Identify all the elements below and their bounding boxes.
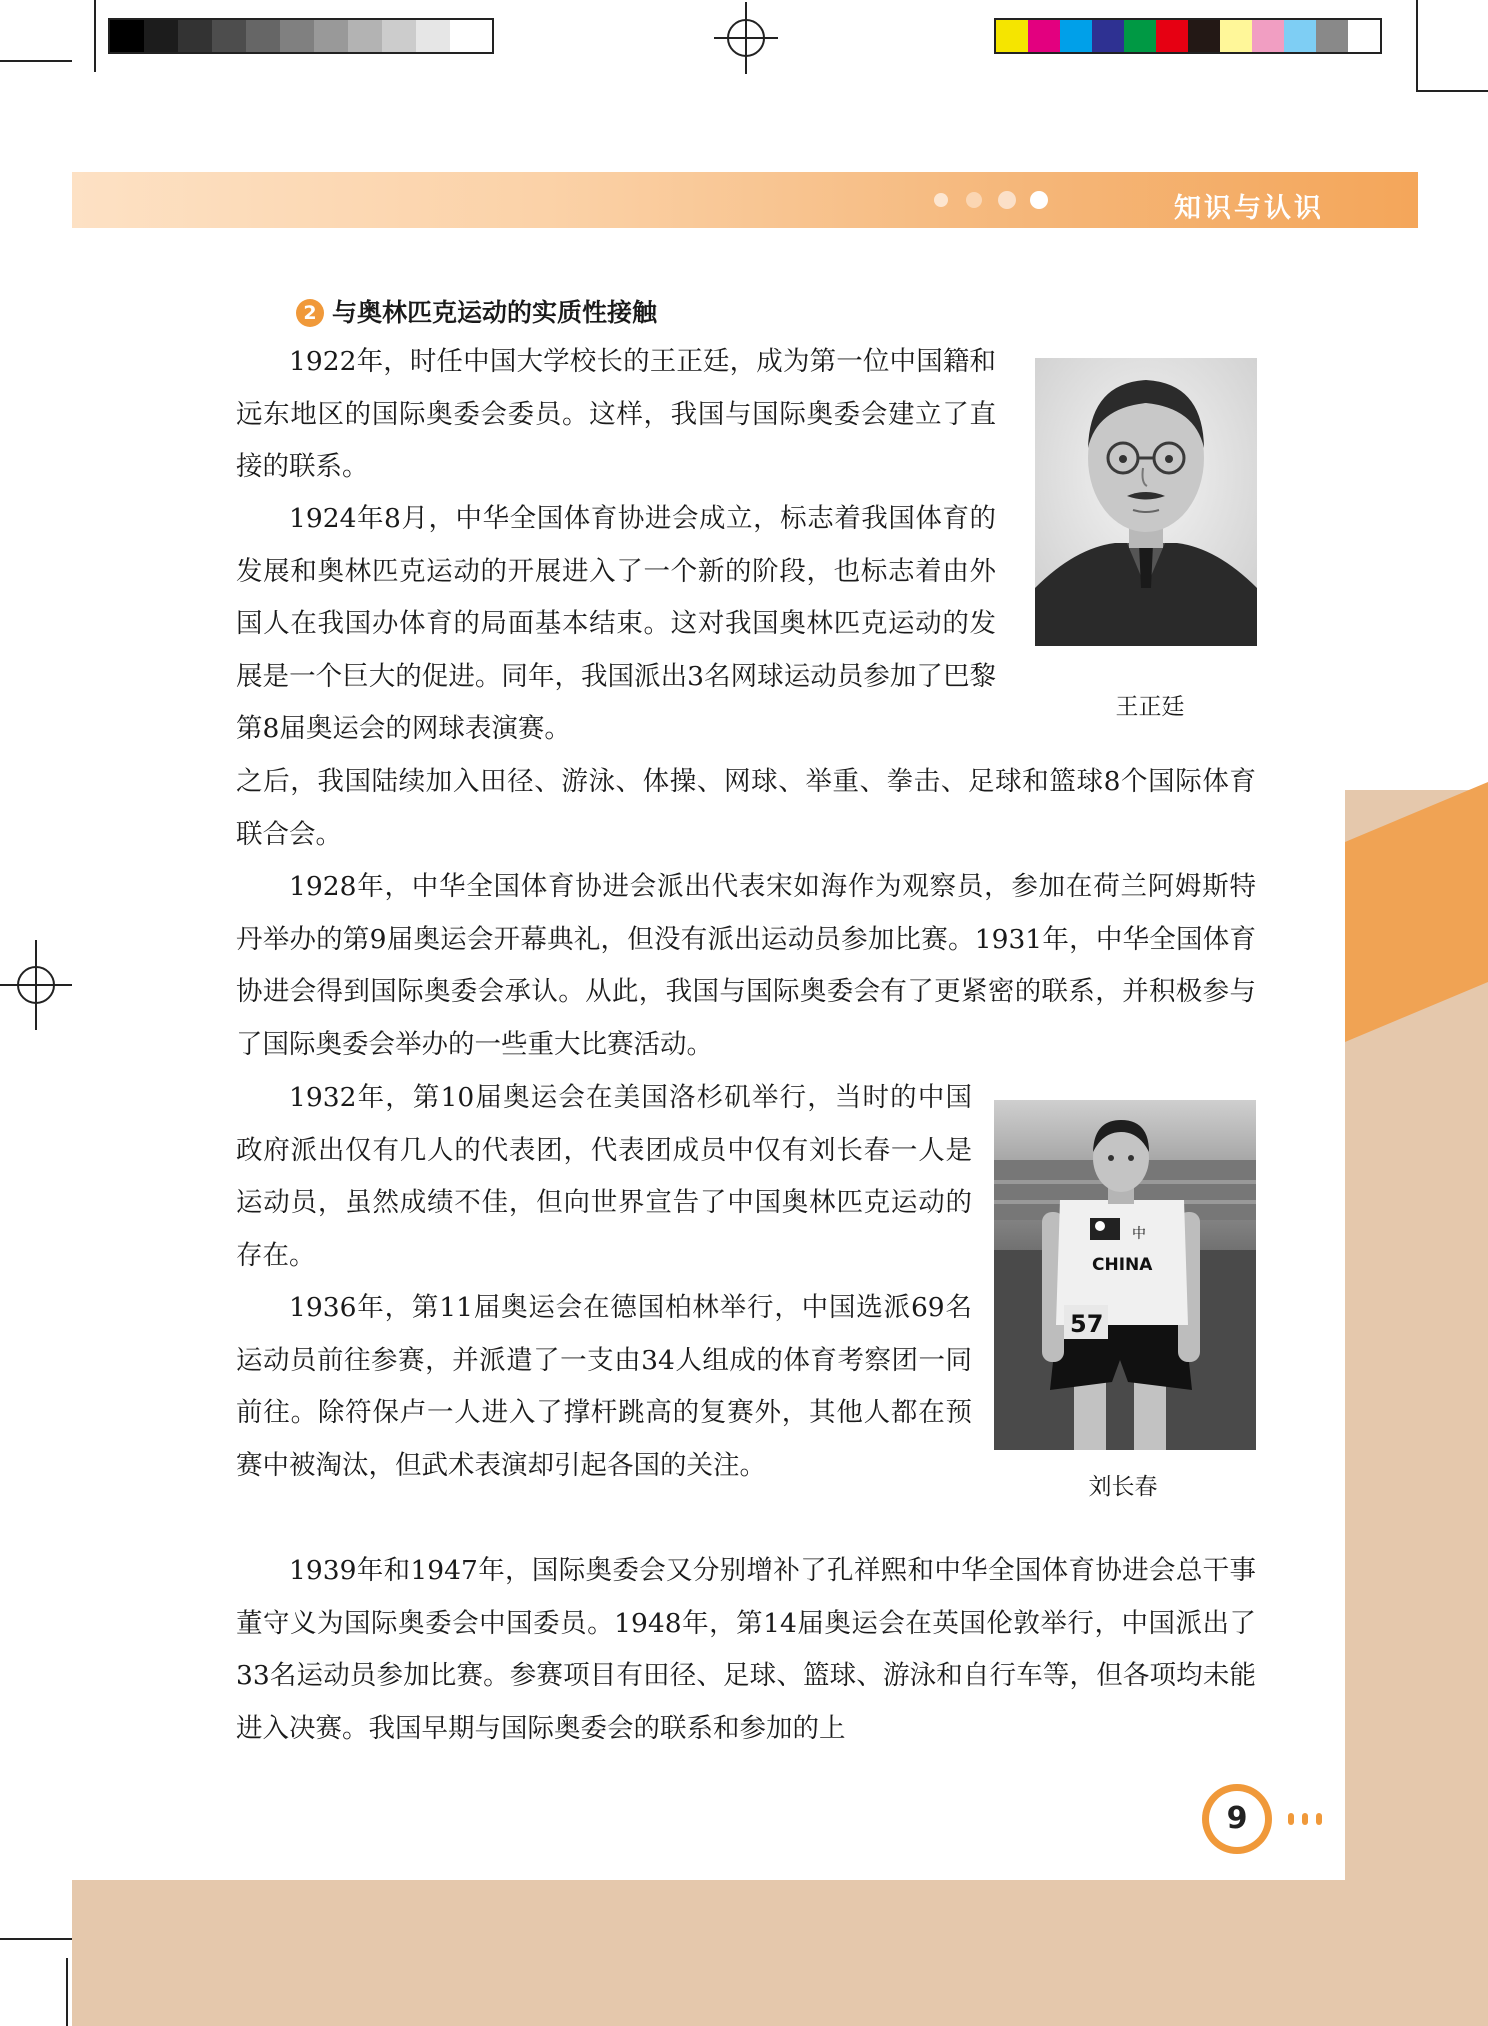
paragraph-1928: 1928年，中华全国体育协进会派出代表宋如海作为观察员，参加在荷兰阿姆斯特丹举办的第9届奥运会开幕典礼，但没有派出运动员参加比赛。1931年，中华全国体育协进会得到国际奥委会承认。从此，我国与国际奥委会有了更紧密的联系，并积极参与了国际奥委会举办的一些重大比赛活动。 — [236, 871, 1256, 1060]
section-heading — [296, 296, 657, 330]
paragraph-1924: 1924年8月，中华全国体育协进会成立，标志着我国体育的发展和奥林匹克运动的开展进入了一个新的阶段，也标志着由外国人在我国办体育的局面基本结束。这对我国奥林匹克运动的发展是一个巨大的促进。同年，我国派出3名网球运动员参加了巴黎第8届奥运会的网球表演赛。 — [236, 503, 996, 744]
wang-zhengting-photo — [1035, 358, 1257, 646]
paragraph-1939: 1939年和1947年，国际奥委会又分别增补了孔祥熙和中华全国体育协进会总干事董守义为国际奥委会中国委员。1948年，第14届奥运会在英国伦敦举行，中国派出了33名运动员参加比赛。参赛项目有田径、足球、篮球、游泳和自行车等，但各项均未能进入决赛。我国早期与国际奥委会的联系和参加的上 — [236, 1555, 1256, 1744]
header-dot — [998, 191, 1016, 209]
paragraph-1932: 1932年，第10届奥运会在美国洛杉矶举行，当时的中国政府派出仅有几人的代表团，代表团成员中仅有刘长春一人是运动员，虽然成绩不佳，但向世界宣告了中国奥林匹克运动的存在。 — [236, 1082, 972, 1271]
section-number-badge: 2 — [296, 299, 324, 327]
header-dot — [1030, 191, 1048, 209]
shirt-text: CHINA — [1092, 1255, 1153, 1275]
cmyk-color-bar — [994, 18, 1382, 54]
header-dot — [934, 193, 948, 207]
liu-changchun-photo — [994, 1100, 1256, 1450]
page-dot — [1288, 1813, 1294, 1825]
bottom-decoration — [72, 1880, 1488, 2026]
registration-mark-left — [0, 940, 72, 1030]
shirt-character: 中 — [1132, 1226, 1146, 1242]
side-tab-decoration — [1345, 782, 1488, 1042]
header-title: 知识与认识 — [1174, 193, 1324, 224]
bib-number: 57 — [1070, 1310, 1104, 1338]
grayscale-color-bar — [108, 18, 494, 54]
page-dot — [1316, 1813, 1322, 1825]
paragraph-federations: 之后，我国陆续加入田径、游泳、体操、网球、举重、拳击、足球和篮球8个国际体育联合会。 — [236, 766, 1256, 850]
paragraph-1936: 1936年，第11届奥运会在德国柏林举行，中国选派69名运动员前往参赛，并派遣了一支由34人组成的体育考察团一同前往。除符保卢一人进入了撑杆跳高的复赛外，其他人都在预赛中被淘汰，但武术表演却引起各国的关注。 — [236, 1292, 972, 1481]
header-dot — [966, 192, 982, 208]
wang-zhengting-caption: 王正廷 — [1115, 694, 1185, 720]
page-number-badge — [1202, 1784, 1272, 1854]
page-dot — [1302, 1813, 1308, 1825]
liu-changchun-caption: 刘长春 — [1088, 1474, 1158, 1500]
page-number: 9 — [1209, 1791, 1265, 1847]
registration-mark-top — [714, 2, 778, 74]
section-title: 与奥林匹克运动的实质性接触 — [332, 298, 658, 327]
paragraph-1922: 1922年，时任中国大学校长的王正廷，成为第一位中国籍和远东地区的国际奥委会委员。这样，我国与国际奥委会建立了直接的联系。 — [236, 346, 996, 482]
